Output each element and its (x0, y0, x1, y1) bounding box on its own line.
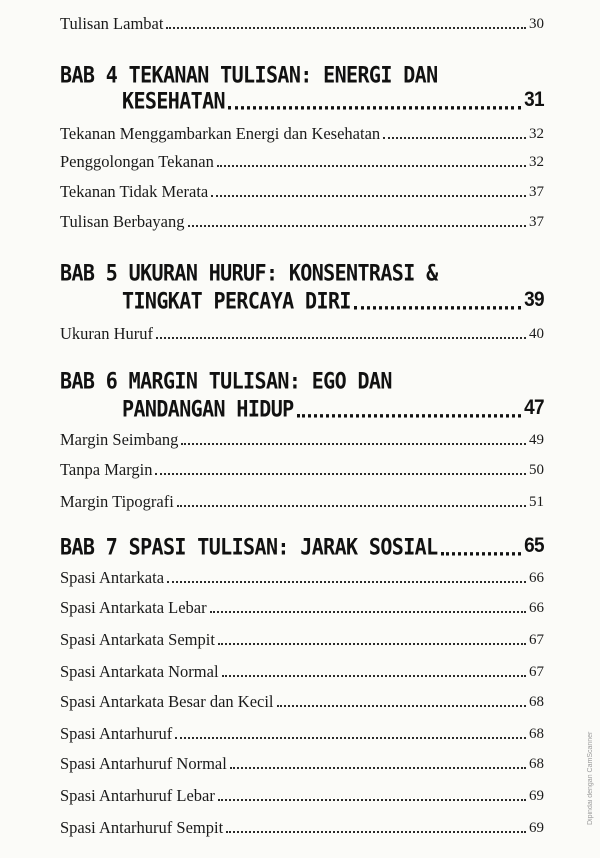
toc-entry: Spasi Antarkata Besar dan Kecil 68 (60, 692, 544, 711)
toc-entry: Spasi Antarkata 66 (60, 568, 544, 587)
dot-leader (188, 225, 526, 227)
toc-entry: Ukuran Huruf 40 (60, 324, 544, 343)
chapter-7-heading: BAB 7 SPASI TULISAN: JARAK SOSIAL 65 (60, 533, 544, 560)
dot-leader (211, 195, 526, 197)
toc-entry: Spasi Antarhuruf Normal 68 (60, 754, 544, 773)
dot-leader (222, 675, 526, 677)
dot-leader (177, 505, 526, 507)
chapter-6-heading-line1: BAB 6 MARGIN TULISAN: EGO DAN (60, 367, 392, 394)
toc-entry: Spasi Antarhuruf Sempit 69 (60, 818, 544, 837)
toc-entry-tulisan-lambat: Tulisan Lambat 30 (60, 14, 544, 33)
dot-leader (226, 831, 526, 833)
toc-entry: Tekanan Menggambarkan Energi dan Kesehatan 32 (60, 124, 544, 143)
dot-leader (218, 799, 526, 801)
dot-leader (181, 443, 526, 445)
toc-entry: Spasi Antarhuruf Lebar 69 (60, 786, 544, 805)
dot-leader (228, 106, 521, 109)
dot-leader (277, 705, 526, 707)
toc-entry: Spasi Antarkata Sempit 67 (60, 630, 544, 649)
chapter-5-heading-line2: TINGKAT PERCAYA DIRI 39 (122, 287, 544, 314)
dot-leader (217, 165, 526, 167)
scanner-watermark: Dipindai dengan CamScanner (587, 731, 594, 825)
dot-leader (156, 337, 526, 339)
dot-leader (175, 737, 526, 739)
chapter-4-heading-line2: KESEHATAN 31 (122, 87, 544, 114)
dot-leader (167, 581, 526, 583)
chapter-4-heading-line1: BAB 4 TEKANAN TULISAN: ENERGI DAN (60, 61, 438, 88)
dot-leader (166, 27, 526, 29)
dot-leader (210, 611, 526, 613)
dot-leader (441, 552, 522, 555)
chapter-6-page: 47 (524, 396, 544, 420)
toc-entry: Margin Seimbang 49 (60, 430, 544, 449)
toc-entry: Penggolongan Tekanan 32 (60, 152, 544, 171)
dot-leader (297, 414, 521, 417)
dot-leader (155, 473, 526, 475)
toc-entry: Margin Tipografi 51 (60, 492, 544, 511)
dot-leader (230, 767, 526, 769)
chapter-6-heading-line2: PANDANGAN HIDUP 47 (122, 395, 544, 422)
toc-entry: Tanpa Margin 50 (60, 460, 544, 479)
toc-entry: Spasi Antarkata Lebar 66 (60, 598, 544, 617)
chapter-5-heading-line1: BAB 5 UKURAN HURUF: KONSENTRASI & (60, 259, 438, 286)
dot-leader (383, 137, 526, 139)
chapter-4-page: 31 (524, 88, 544, 112)
toc-entry: Tulisan Berbayang 37 (60, 212, 544, 231)
chapter-7-page: 65 (524, 534, 544, 558)
toc-entry: Tekanan Tidak Merata 37 (60, 182, 544, 201)
toc-entry: Spasi Antarkata Normal 67 (60, 662, 544, 681)
dot-leader (218, 643, 526, 645)
chapter-5-page: 39 (524, 288, 544, 312)
dot-leader (354, 306, 521, 309)
toc-entry: Spasi Antarhuruf 68 (60, 724, 544, 743)
